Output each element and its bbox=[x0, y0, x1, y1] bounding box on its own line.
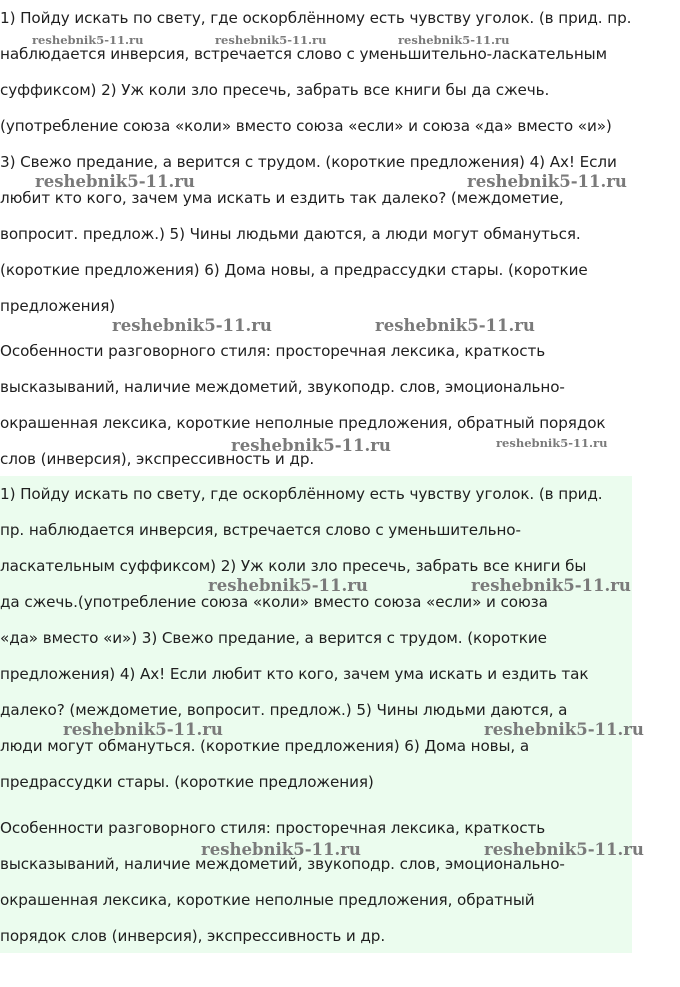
watermark: reshebnik5-11.ru bbox=[471, 576, 631, 595]
text-line: слов (инверсия), экспрессивность и др. bbox=[0, 450, 315, 468]
text-line: суффиксом) 2) Уж коли зло пресечь, забрать все книги бы да сжечь. bbox=[0, 81, 550, 99]
text-line: да сжечь.(употребление союза «коли» вместо союза «если» и союза bbox=[0, 593, 548, 611]
text-line: наблюдается инверсия, встречается слово с уменьшительно-ласкательным bbox=[0, 45, 607, 63]
text-line: 3) Свежо предание, а верится с трудом. (короткие предложения) 4) Ах! Если bbox=[0, 153, 617, 171]
answer-paragraph-1 bbox=[0, 0, 680, 324]
text-line: предрассудки стары. (короткие предложения) bbox=[0, 773, 374, 791]
watermark: reshebnik5-11.ru bbox=[398, 33, 510, 47]
text-line: Особенности разговорного стиля: просторечная лексика, краткость bbox=[0, 819, 546, 837]
watermark: reshebnik5-11.ru bbox=[208, 576, 368, 595]
text-line: порядок слов (инверсия), экспрессивность и др. bbox=[0, 927, 386, 945]
text-line: предложения) bbox=[0, 297, 116, 315]
answer-paragraph-2 bbox=[0, 333, 680, 477]
watermark: reshebnik5-11.ru bbox=[215, 33, 327, 47]
text-line: ласкательным суффиксом) 2) Уж коли зло пресечь, забрать все книги бы bbox=[0, 557, 587, 575]
answer-paragraph-3 bbox=[0, 476, 632, 800]
watermark: reshebnik5-11.ru bbox=[63, 720, 223, 739]
text-line: окрашенная лексика, короткие неполные предложения, обратный bbox=[0, 891, 535, 909]
text-line: (короткие предложения) 6) Дома новы, а предрассудки стары. (короткие bbox=[0, 261, 588, 279]
text-line: любит кто кого, зачем ума искать и ездить так далеко? (междометие, bbox=[0, 189, 564, 207]
watermark: reshebnik5-11.ru bbox=[35, 172, 195, 191]
text-line: 1) Пойду искать по свету, где оскорблённому есть чувству уголок. (в прид. пр. bbox=[0, 9, 632, 27]
watermark: reshebnik5-11.ru bbox=[467, 172, 627, 191]
answer-paragraph-4 bbox=[0, 810, 632, 954]
watermark: reshebnik5-11.ru bbox=[375, 316, 535, 335]
text-line: далеко? (междометие, вопросит. предлож.) 5) Чины людьми даются, а bbox=[0, 701, 568, 719]
text-line: люди могут обмануться. (короткие предложения) 6) Дома новы, а bbox=[0, 737, 530, 755]
text-line: высказываний, наличие междометий, звукоподр. слов, эмоционально- bbox=[0, 855, 565, 873]
watermark: reshebnik5-11.ru bbox=[484, 840, 644, 859]
text-line: предложения) 4) Ах! Если любит кто кого, зачем ума искать и ездить так bbox=[0, 665, 589, 683]
watermark: reshebnik5-11.ru bbox=[231, 436, 391, 455]
text-line: (употребление союза «коли» вместо союза «если» и союза «да» вместо «и») bbox=[0, 117, 612, 135]
watermark: reshebnik5-11.ru bbox=[112, 316, 272, 335]
watermark: reshebnik5-11.ru bbox=[32, 33, 144, 47]
text-line: окрашенная лексика, короткие неполные предложения, обратный порядок bbox=[0, 414, 606, 432]
text-line: вопросит. предлож.) 5) Чины людьми даются, а люди могут обмануться. bbox=[0, 225, 581, 243]
text-line: «да» вместо «и») 3) Свежо предание, а верится с трудом. (короткие bbox=[0, 629, 547, 647]
text-line: 1) Пойду искать по свету, где оскорблённому есть чувству уголок. (в прид. bbox=[0, 485, 603, 503]
watermark: reshebnik5-11.ru bbox=[484, 720, 644, 739]
text-line: высказываний, наличие междометий, звукоподр. слов, эмоционально- bbox=[0, 378, 565, 396]
text-line: пр. наблюдается инверсия, встречается слово с уменьшительно- bbox=[0, 521, 521, 539]
watermark: reshebnik5-11.ru bbox=[496, 436, 608, 450]
watermark: reshebnik5-11.ru bbox=[201, 840, 361, 859]
text-line: Особенности разговорного стиля: просторечная лексика, краткость bbox=[0, 342, 546, 360]
